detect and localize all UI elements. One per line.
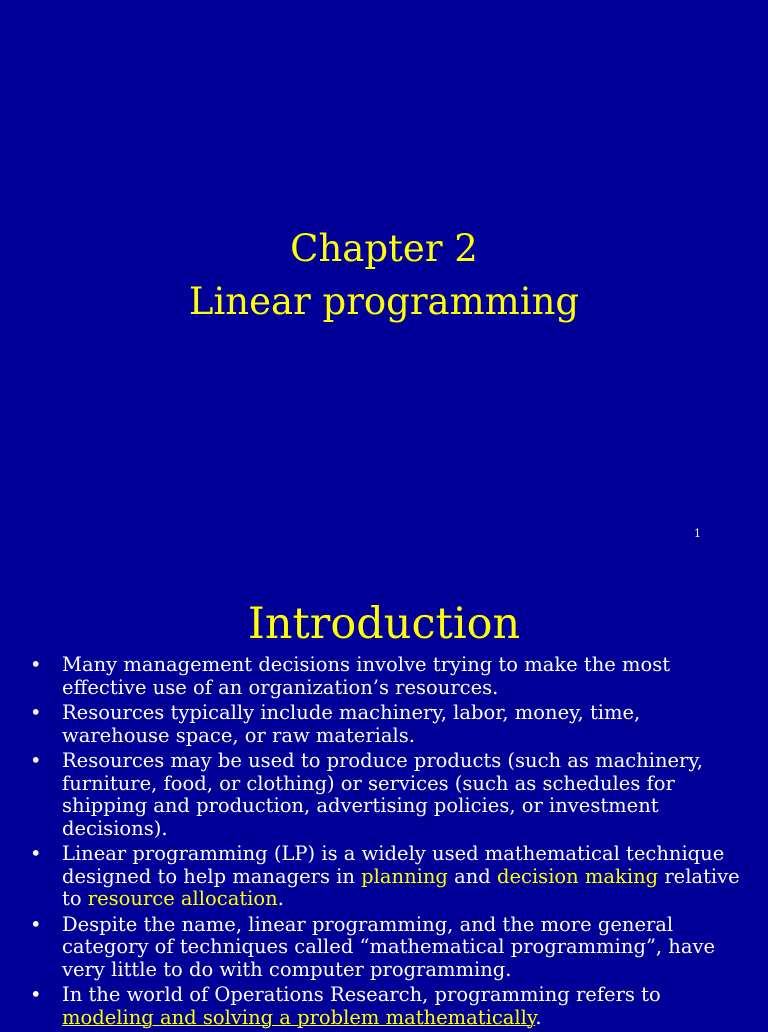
bullet-list	[30, 654, 742, 1032]
highlight-decision-making: decision making	[497, 864, 659, 888]
highlight-modeling: modeling and solving a problem mathematically	[62, 1005, 536, 1029]
bullet-text: .	[277, 887, 284, 910]
slide-title: Introduction	[247, 599, 521, 649]
bullet-text: Linear programming (LP) is a widely used mathematical technique designed to help managers in	[62, 842, 725, 888]
bullet-text: Many management decisions involve trying to make the most effective use of an organization’s resources.	[62, 653, 671, 699]
bullet-item	[30, 702, 742, 747]
chapter-title-line-1: Chapter 2	[290, 227, 478, 270]
bullet-item	[30, 984, 742, 1029]
bullet-text: Despite the name, linear programming, and the more general category of techniques called “mathematical programming”, have very little to do with computer programming.	[62, 912, 716, 981]
bullet-item	[30, 914, 742, 982]
bullet-text: In the world of Operations Research, programming refers to	[62, 983, 661, 1006]
slide-2	[0, 576, 768, 1029]
highlight-planning: planning	[361, 864, 448, 888]
bullet-text: and	[447, 864, 497, 888]
chapter-title-line-2: Linear programming	[188, 280, 580, 323]
bullet-text: .	[535, 1005, 542, 1029]
bullet-text: Resources may be used to produce products (such as machinery, furniture, food, or clothing) or services (such as schedules for shipping and production, advertising policies, or investment decisions).	[62, 749, 703, 840]
highlight-resource-allocation: resource allocation	[87, 887, 278, 910]
chapter-title	[0, 222, 768, 328]
bullet-item	[30, 843, 742, 911]
bullet-text: Resources typically include machinery, labor, money, time, warehouse space, or raw materials.	[62, 701, 641, 747]
bullet-item	[30, 750, 742, 840]
page-number: 1	[694, 527, 701, 540]
bullet-text: relative to	[62, 864, 740, 910]
bullet-item	[30, 654, 742, 699]
